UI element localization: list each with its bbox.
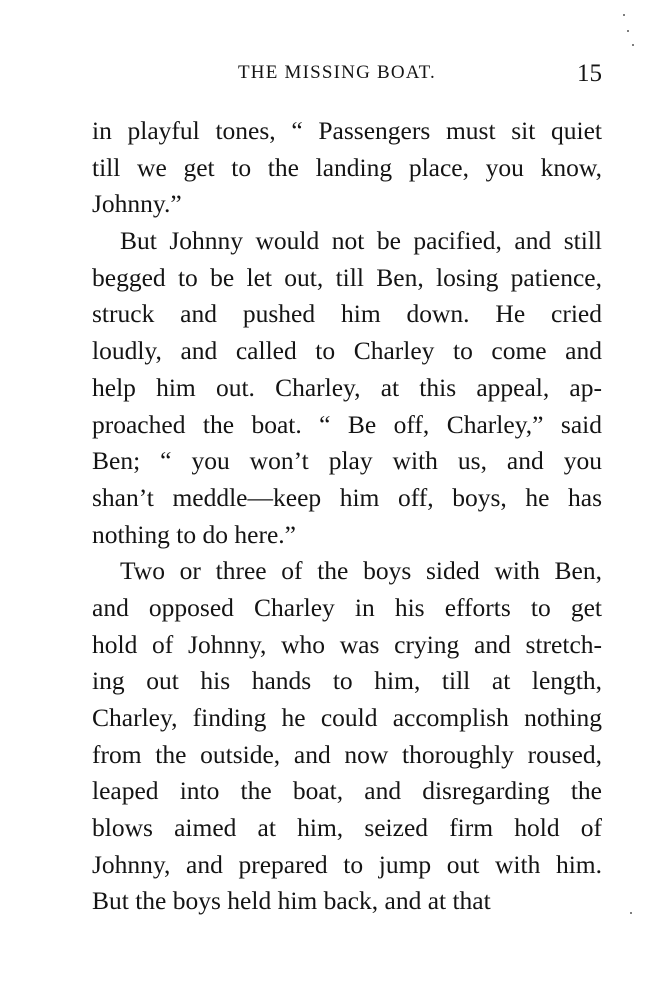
scan-speck — [630, 912, 632, 914]
text-line: Charley, finding he could accomplish nothing — [92, 703, 602, 732]
text-line: But the boys held him back, and at that — [92, 886, 491, 916]
running-title: THE MISSING BOAT. — [238, 62, 436, 83]
scan-speck — [623, 14, 625, 16]
text-line: hold of Johnny, who was crying and stretch- — [92, 629, 602, 659]
text-line: nothing to do here.” — [92, 519, 296, 549]
text-line: and opposed Charley in his efforts to get — [92, 592, 602, 622]
page-number: 15 — [577, 60, 602, 87]
text-line: leaped into the boat, and disregarding the — [92, 776, 602, 806]
scan-speck — [627, 30, 629, 32]
text-line: loudly, and called to Charley to come and — [92, 336, 602, 366]
text-line: struck and pushed him down. He cried — [92, 299, 602, 329]
text-line: Johnny.” — [92, 189, 182, 219]
text-line: But Johnny would not be pacified, and still — [120, 226, 602, 256]
text-line: proached the boat. “ Be off, Charley,” said — [92, 409, 602, 439]
body-text — [92, 113, 602, 920]
text-line: begged to be let out, till Ben, losing patience, — [92, 262, 602, 292]
text-line: ing out his hands to him, till at length, — [92, 666, 602, 696]
text-line: Two or three of the boys sided with Ben, — [120, 556, 602, 586]
text-line: Ben; “ you won’t play with us, and you — [92, 446, 602, 476]
running-head — [92, 60, 602, 90]
text-line: blows aimed at him, seized firm hold of — [92, 813, 602, 843]
text-line: help him out. Charley, at this appeal, ap- — [92, 372, 602, 402]
text-line: till we get to the landing place, you know, — [92, 152, 602, 182]
text-line: shan’t meddle—keep him off, boys, he has — [92, 482, 602, 512]
scan-speck — [632, 44, 634, 46]
text-line: from the outside, and now thoroughly roused, — [92, 739, 602, 769]
text-line: in playful tones, “ Passengers must sit quiet — [92, 116, 602, 145]
text-line: Johnny, and prepared to jump out with him. — [92, 849, 602, 879]
